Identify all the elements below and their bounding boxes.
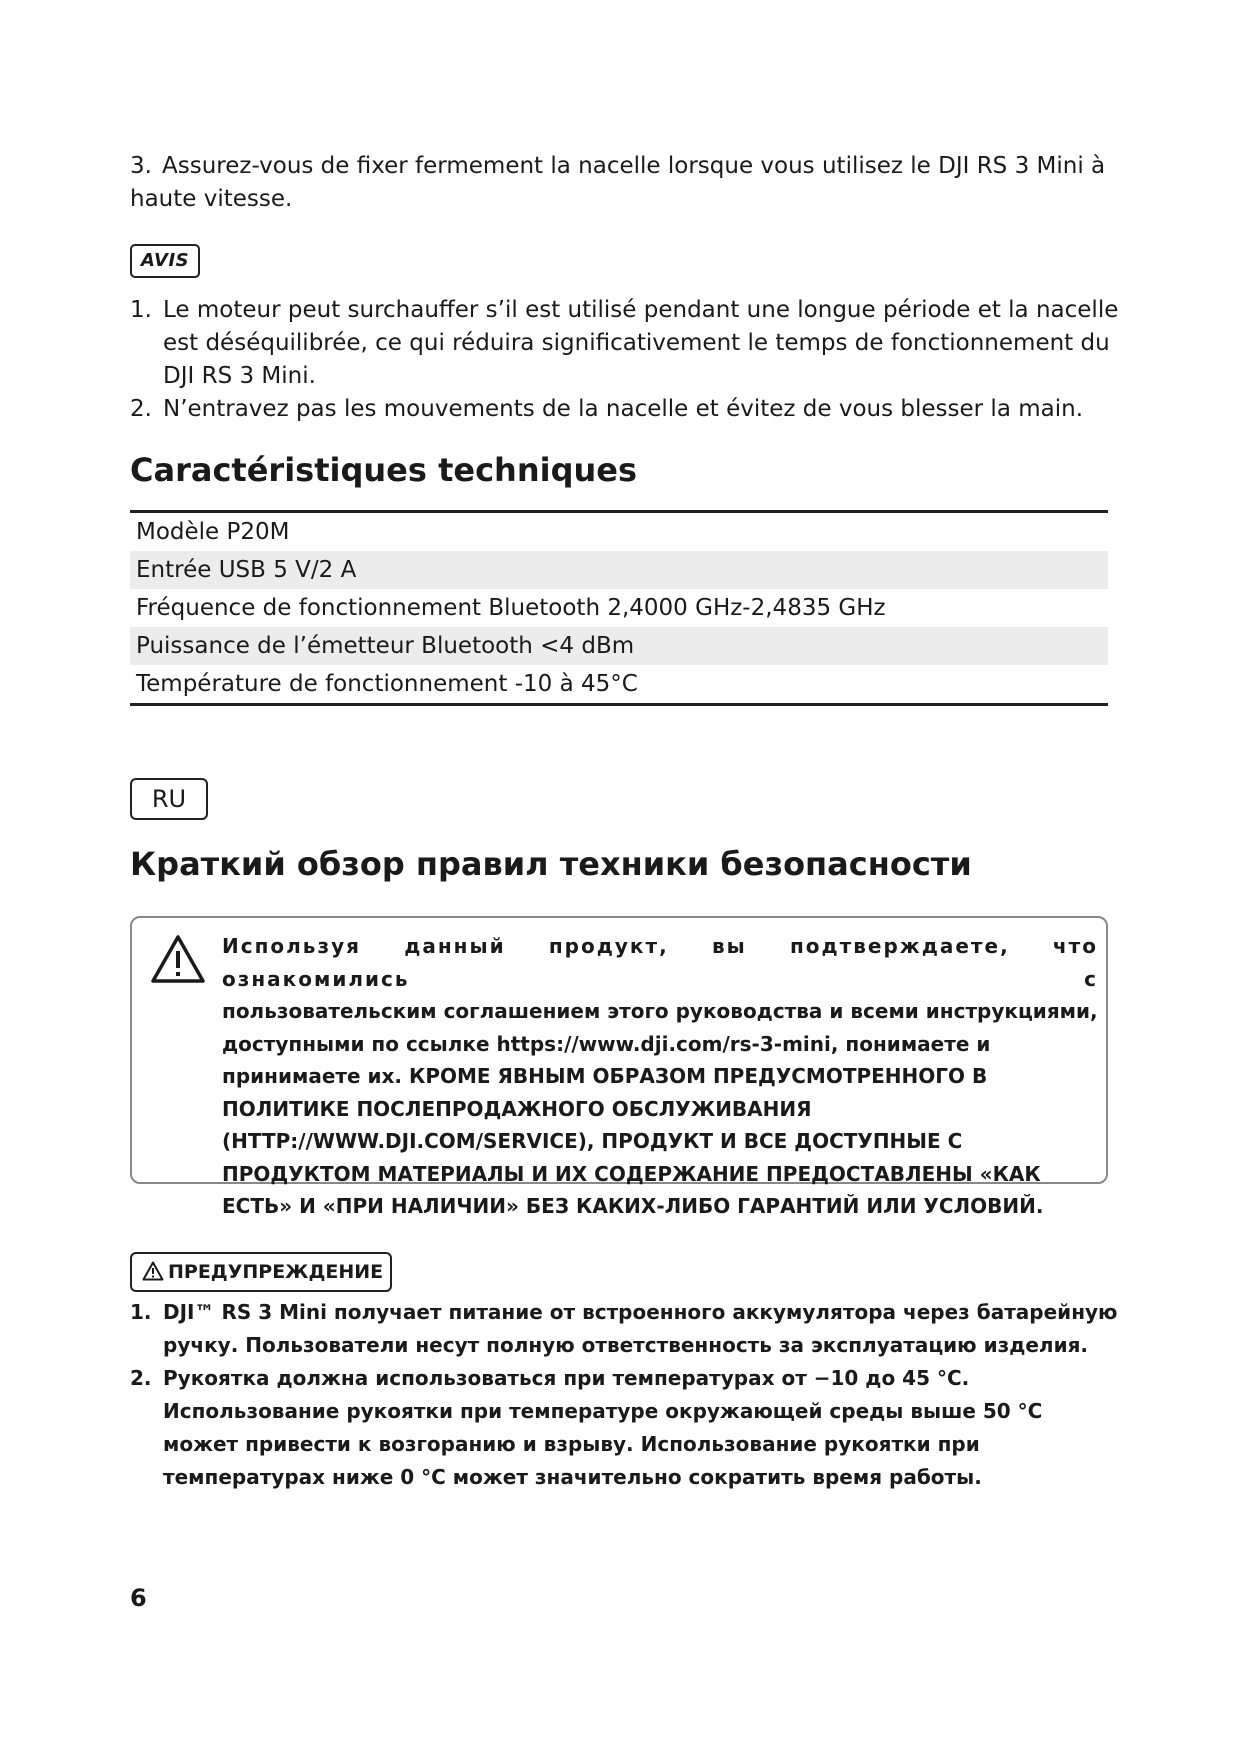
fr-notice-list — [130, 294, 1120, 426]
list-number: 2. — [130, 1366, 152, 1390]
list-item — [130, 1362, 1120, 1494]
list-number: 1. — [130, 297, 152, 323]
specs-table — [130, 510, 1108, 706]
notice-badge: AVIS — [130, 244, 200, 278]
list-text: Le moteur peut surchauffer s’il est utilisé pendant une longue période et la nacelle est déséquilibrée, ce qui réduira significativement le temps de fonctionnement du DJI RS 3 Mini. — [163, 297, 1119, 389]
disclaimer-line-rest: пользовательским соглашением этого руководства и всеми инструкциями, доступными по ссылке https://www.dji.com/rs-3-mini, понимаете и принимаете их. КРОМЕ ЯВНЫМ ОБРАЗОМ ПРЕДУСМОТРЕННОГО В ПОЛИТИКЕ ПОСЛЕПРОДАЖНОГО ОБСЛУЖИВАНИЯ (HTTP://WWW.DJI.COM/SERVICE), ПРОДУКТ И ВСЕ ДОСТУПНЫЕ С ПРОДУКТОМ МАТЕРИАЛЫ И ИХ СОДЕРЖАНИЕ ПРЕДОСТАВЛЕНЫ «КАК ЕСТЬ» И «ПРИ НАЛИЧИИ» БЕЗ КАКИХ-ЛИБО ГАРАНТИЙ ИЛИ УСЛОВИЙ. — [222, 999, 1098, 1218]
safety-heading: Краткий обзор правил техники безопасности — [130, 845, 972, 883]
list-item — [130, 393, 1120, 426]
list-number: 3. — [130, 153, 152, 179]
list-number: 1. — [130, 1300, 152, 1324]
page-number: 6 — [130, 1584, 147, 1612]
list-text: Assurez-vous de fixer fermement la nacelle lorsque vous utilisez le DJI RS 3 Mini à haute vitesse. — [130, 153, 1106, 212]
ru-warning-list — [130, 1296, 1120, 1494]
list-item — [130, 294, 1120, 393]
table-row: Fréquence de fonctionnement Bluetooth 2,4000 GHz-2,4835 GHz — [136, 595, 886, 621]
disclaimer-text — [222, 930, 1098, 1223]
list-text: DJI™ RS 3 Mini получает питание от встроенного аккумулятора через батарейную ручку. Пользователи несут полную ответственность за эксплуатацию изделия. — [163, 1300, 1118, 1357]
warning-badge-label: ПРЕДУПРЕЖДЕНИЕ — [168, 1261, 384, 1283]
warning-triangle-icon — [150, 934, 206, 984]
warning-triangle-icon — [142, 1261, 164, 1281]
table-row: Température de fonctionnement -10 à 45°C — [136, 671, 638, 697]
language-badge-ru: RU — [130, 778, 208, 820]
list-text: N’entravez pas les mouvements de la nacelle et évitez de vous blesser la main. — [163, 396, 1083, 422]
table-row: Entrée USB 5 V/2 A — [130, 551, 1108, 589]
table-row: Puissance de l’émetteur Bluetooth <4 dBm — [130, 627, 1108, 665]
list-text: Рукоятка должна использоваться при температурах от −10 до 45 °C. Использование рукоятки при температуре окружающей среды выше 50 °C может привести к возгоранию и взрыву. Использование рукоятки при температурах ниже 0 °C может значительно сократить время работы. — [163, 1366, 1043, 1489]
fr-list-item-3 — [130, 150, 1120, 216]
warning-badge — [130, 1252, 392, 1292]
list-number: 2. — [130, 396, 152, 422]
table-row: Modèle P20M — [136, 519, 290, 545]
disclaimer-line-1: Используя данный продукт, вы подтверждаете, что ознакомились с — [222, 934, 1098, 991]
list-item — [130, 1296, 1120, 1362]
specs-heading: Caractéristiques techniques — [130, 451, 637, 489]
